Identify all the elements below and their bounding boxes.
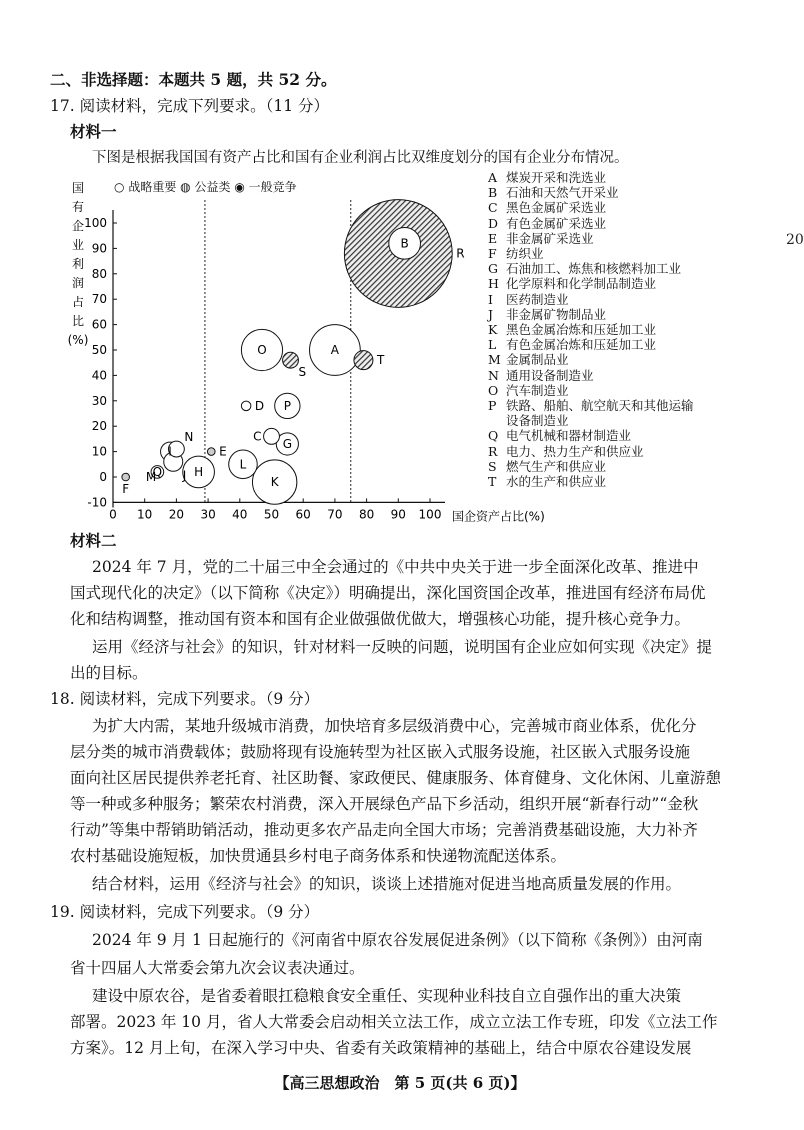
material2-line: 2024 年 7 月，党的二十届三中全会通过的《中共中央关于进一步全面深化改革、推进中	[92, 558, 699, 576]
y-tick-label: 30	[91, 393, 107, 408]
y-axis-label-char: 国	[71, 181, 85, 195]
y-axis-label-char: 比	[71, 314, 85, 328]
industry-code: S	[488, 458, 497, 474]
y-tick-label: 80	[91, 266, 107, 281]
industry-legend-item	[488, 307, 694, 322]
y-tick-label: 90	[91, 241, 107, 256]
page-footer: 【高三思想政治 第 5 页(共 6 页)】	[274, 1074, 526, 1092]
bubble-label-r: R	[456, 246, 465, 261]
x-tick-label: 10	[137, 507, 153, 522]
bubble-label-e: E	[219, 444, 227, 459]
industry-name: 非金属矿采选业	[506, 230, 594, 246]
material1-intro: 下图是根据我国国有资产占比和国有企业利润占比双维度划分的国有企业分布情况。	[92, 150, 629, 166]
q18-ask: 结合材料，运用《经济与社会》的知识，谈谈上述措施对促进当地高质量发展的作用。	[92, 875, 682, 893]
x-tick-label: 20	[168, 507, 185, 522]
industry-name: 有色金属冶炼和压延加工业	[506, 337, 657, 353]
industry-name: 有色金属矿采选业	[506, 215, 607, 231]
bubble-f	[122, 473, 130, 481]
section-header: 二、非选择题：本题共 5 题，共 52 分。	[50, 70, 337, 89]
industry-legend	[488, 170, 694, 489]
industry-name: 石油和天然气开采业	[506, 185, 619, 201]
industry-legend-item	[488, 216, 694, 231]
q17-title: 17. 阅读材料，完成下列要求。（11 分）	[50, 97, 329, 115]
industry-name: 石油加工、炼焦和核燃料加工业	[506, 261, 682, 277]
y-axis-label-char: 利	[71, 257, 85, 271]
industry-code: F	[488, 246, 497, 262]
q18-line: 面向社区居民提供养老托育、社区助餐、家政便民、健康服务、体育健身、文化休闲、儿童游憩	[70, 769, 722, 787]
industry-legend-item	[488, 170, 694, 185]
industry-legend-item	[488, 292, 694, 307]
industry-code: M	[488, 352, 501, 368]
bubble-label-j: J	[182, 468, 187, 483]
chart-category-legend	[114, 178, 297, 195]
y-tick-label: 10	[91, 444, 107, 459]
legend-competitive-label: 一般竞争	[248, 180, 297, 194]
industry-code: D	[488, 215, 499, 231]
industry-legend-item	[488, 200, 694, 215]
q19-line: 方案》。12 月上旬，在深入学习中央、省委有关政策精神的基础上，结合中原农谷建设发展	[70, 1039, 692, 1057]
industry-name: 金属制品业	[506, 352, 569, 368]
y-tick-label: 20	[91, 419, 107, 434]
industry-name: 非金属矿物制品业	[506, 306, 607, 322]
bubble-label-q: Q	[152, 464, 163, 479]
bubble-c	[264, 428, 280, 444]
industry-legend-item	[488, 444, 694, 459]
industry-legend-item	[488, 246, 694, 261]
material2-label: 材料二	[70, 531, 117, 550]
industry-legend-item	[488, 398, 694, 413]
industry-name: 水的生产和供应业	[506, 474, 607, 490]
industry-code: R	[488, 443, 498, 459]
bubble-label-s: S	[298, 365, 307, 380]
industry-name: 电力、热力生产和供应业	[506, 443, 644, 459]
industry-code: G	[488, 261, 498, 277]
material2-line: 化和结构调整，推动国有资本和国有企业做强做优做大，增强核心功能，提升核心竞争力。	[70, 610, 691, 628]
industry-code: N	[488, 367, 499, 383]
y-tick-label: 40	[91, 368, 107, 383]
q17-ask: 出的目标。	[70, 664, 148, 682]
q18-line: 等一种或多种服务；繁荣农村消费，深入开展绿色产品下乡活动，组织开展“新春行动”“金秋	[70, 795, 699, 813]
q19-line: 省十四届人大常委会第九次会议表决通过。	[70, 959, 365, 977]
bubble-e	[207, 448, 215, 456]
x-tick-label: 60	[295, 507, 311, 522]
industry-name: 煤炭开采和洗选业	[506, 170, 607, 185]
y-axis-label-char: 企	[71, 219, 85, 233]
q18-line: 为扩大内需，某地升级城市消费，加快培育多层级消费中心，完善城市商业体系，优化分	[92, 717, 697, 735]
bubble-s	[283, 352, 299, 368]
industry-code: H	[488, 276, 499, 292]
industry-code: Q	[488, 428, 499, 444]
industry-code: K	[488, 322, 498, 338]
legend-strategic-label: 战略重要	[128, 180, 177, 194]
industry-code: I	[488, 291, 493, 307]
bubble-label-b: B	[400, 236, 409, 251]
bubble-t	[354, 351, 373, 370]
q19-line: 建设中原农谷，是省委着眼扛稳粮食安全重任、实现种业科技自立自强作出的重大决策	[92, 987, 682, 1005]
x-tick-label: 30	[200, 507, 216, 522]
x-tick-label: 40	[232, 507, 248, 522]
bubble-label-l: L	[239, 457, 247, 472]
industry-legend-item	[488, 337, 694, 352]
x-tick-label: 0	[109, 507, 117, 522]
x-tick-label: 100	[418, 507, 442, 522]
x-tick-label: 90	[390, 507, 406, 522]
industry-code: C	[488, 200, 498, 216]
y-axis-label-char: (%)	[67, 333, 89, 347]
y-tick-label: 70	[91, 292, 107, 307]
y-axis-label-char: 占	[71, 295, 85, 309]
y-tick-label: 50	[91, 343, 107, 357]
industry-legend-item	[488, 276, 694, 291]
industry-name: 汽车制造业	[506, 382, 569, 398]
bubble-label-n: N	[184, 430, 194, 445]
industry-name: 电气机械和器材制造业	[506, 428, 632, 444]
industry-code: T	[488, 474, 497, 490]
bubble-label-m: M	[145, 470, 157, 484]
y-tick-label: 0	[99, 470, 107, 484]
industry-legend-item	[488, 459, 694, 474]
industry-legend-item	[488, 322, 694, 337]
industry-legend-item	[488, 352, 694, 367]
bubble-label-i: I	[168, 444, 172, 459]
bubble-label-h: H	[194, 464, 204, 479]
material2-line: 国式现代化的决定》（以下简称《决定》）明确提出，深化国资国企改革，推进国有经济布局优	[70, 584, 706, 602]
bubble-label-g: G	[282, 436, 293, 451]
industry-name: 燃气生产和供应业	[506, 458, 607, 474]
bubble-label-k: K	[270, 475, 279, 490]
industry-legend-item	[488, 428, 694, 443]
y-axis-label-char: 润	[71, 276, 85, 290]
industry-code: J	[488, 306, 494, 322]
q18-title: 18. 阅读材料，完成下列要求。（9 分）	[50, 690, 320, 708]
x-tick-label: 80	[358, 507, 375, 522]
bubble-label-t: T	[376, 353, 385, 368]
industry-legend-item	[488, 231, 694, 246]
x-tick-label: 70	[327, 507, 343, 522]
bubble-label-c: C	[253, 429, 262, 444]
industry-legend-item	[488, 261, 694, 276]
side-page-mark: 20	[786, 232, 804, 248]
y-tick-label: 60	[91, 317, 107, 332]
bubble-label-o: O	[257, 343, 267, 357]
legend-public-label: 公益类	[194, 180, 231, 194]
industry-legend-item	[488, 185, 694, 200]
industry-code: E	[488, 230, 498, 246]
q18-line: 层分类的城市消费载体；鼓励将现有设施转型为社区嵌入式服务设施，社区嵌入式服务设施	[70, 743, 691, 761]
industry-legend-item	[488, 474, 694, 489]
q18-line: 农村基础设施短板，加快贯通县乡村电子商务体系和快递物流配送体系。	[70, 847, 567, 865]
y-tick-label: 100	[84, 216, 107, 230]
bubble-label-d: D	[254, 398, 265, 413]
industry-code: A	[488, 170, 498, 185]
bubble-label-p: P	[283, 398, 291, 413]
industry-legend-item	[488, 368, 694, 383]
y-axis-label-char: 有	[71, 200, 85, 214]
y-tick-label: -10	[87, 495, 107, 510]
y-axis-label-char: 业	[71, 238, 85, 252]
q19-title: 19. 阅读材料，完成下列要求。（9 分）	[50, 903, 320, 921]
legend-strategic-symbol: ○	[114, 180, 125, 194]
industry-name: 纺织业	[506, 246, 544, 262]
legend-competitive-symbol: ◉	[234, 180, 245, 194]
industry-name: 铁路、船舶、航空航天和其他运输	[506, 398, 694, 414]
q17-ask: 运用《经济与社会》的知识，针对材料一反映的问题，说明国有企业应如何实现《决定》提	[92, 638, 713, 656]
bubble-label-a: A	[330, 343, 340, 357]
industry-name: 黑色金属矿采选业	[506, 200, 607, 216]
legend-public-symbol: ◍	[180, 180, 191, 194]
industry-code: O	[488, 382, 499, 398]
industry-name: 黑色金属冶炼和压延加工业	[506, 322, 657, 338]
industry-code: P	[488, 398, 497, 414]
industry-name: 医药制造业	[506, 291, 569, 307]
q19-line: 2024 年 9 月 1 日起施行的《河南省中原农谷发展促进条例》（以下简称《条例》）由河南	[92, 931, 703, 949]
bubble-d	[241, 401, 251, 411]
bubble-label-f: F	[122, 481, 130, 496]
industry-name: 化学原料和化学制品制造业	[506, 276, 657, 292]
q19-line: 部署。2023 年 10 月，省人大常委会启动相关立法工作，成立立法工作专班，印发《立法工作	[70, 1013, 718, 1031]
industry-legend-item	[488, 383, 694, 398]
industry-code: L	[488, 337, 497, 353]
industry-name-continued: 设备制造业	[506, 413, 569, 429]
x-tick-label: 50	[263, 507, 280, 522]
industry-name: 通用设备制造业	[506, 367, 594, 383]
industry-code: B	[488, 185, 498, 201]
q18-line: 行动”等集中帮销助销活动，推动更多农产品走向全国大市场；完善消费基础设施，大力补齐	[70, 821, 698, 839]
material1-label: 材料一	[70, 122, 117, 141]
x-axis-label: 国企资产占比(%)	[452, 509, 545, 524]
